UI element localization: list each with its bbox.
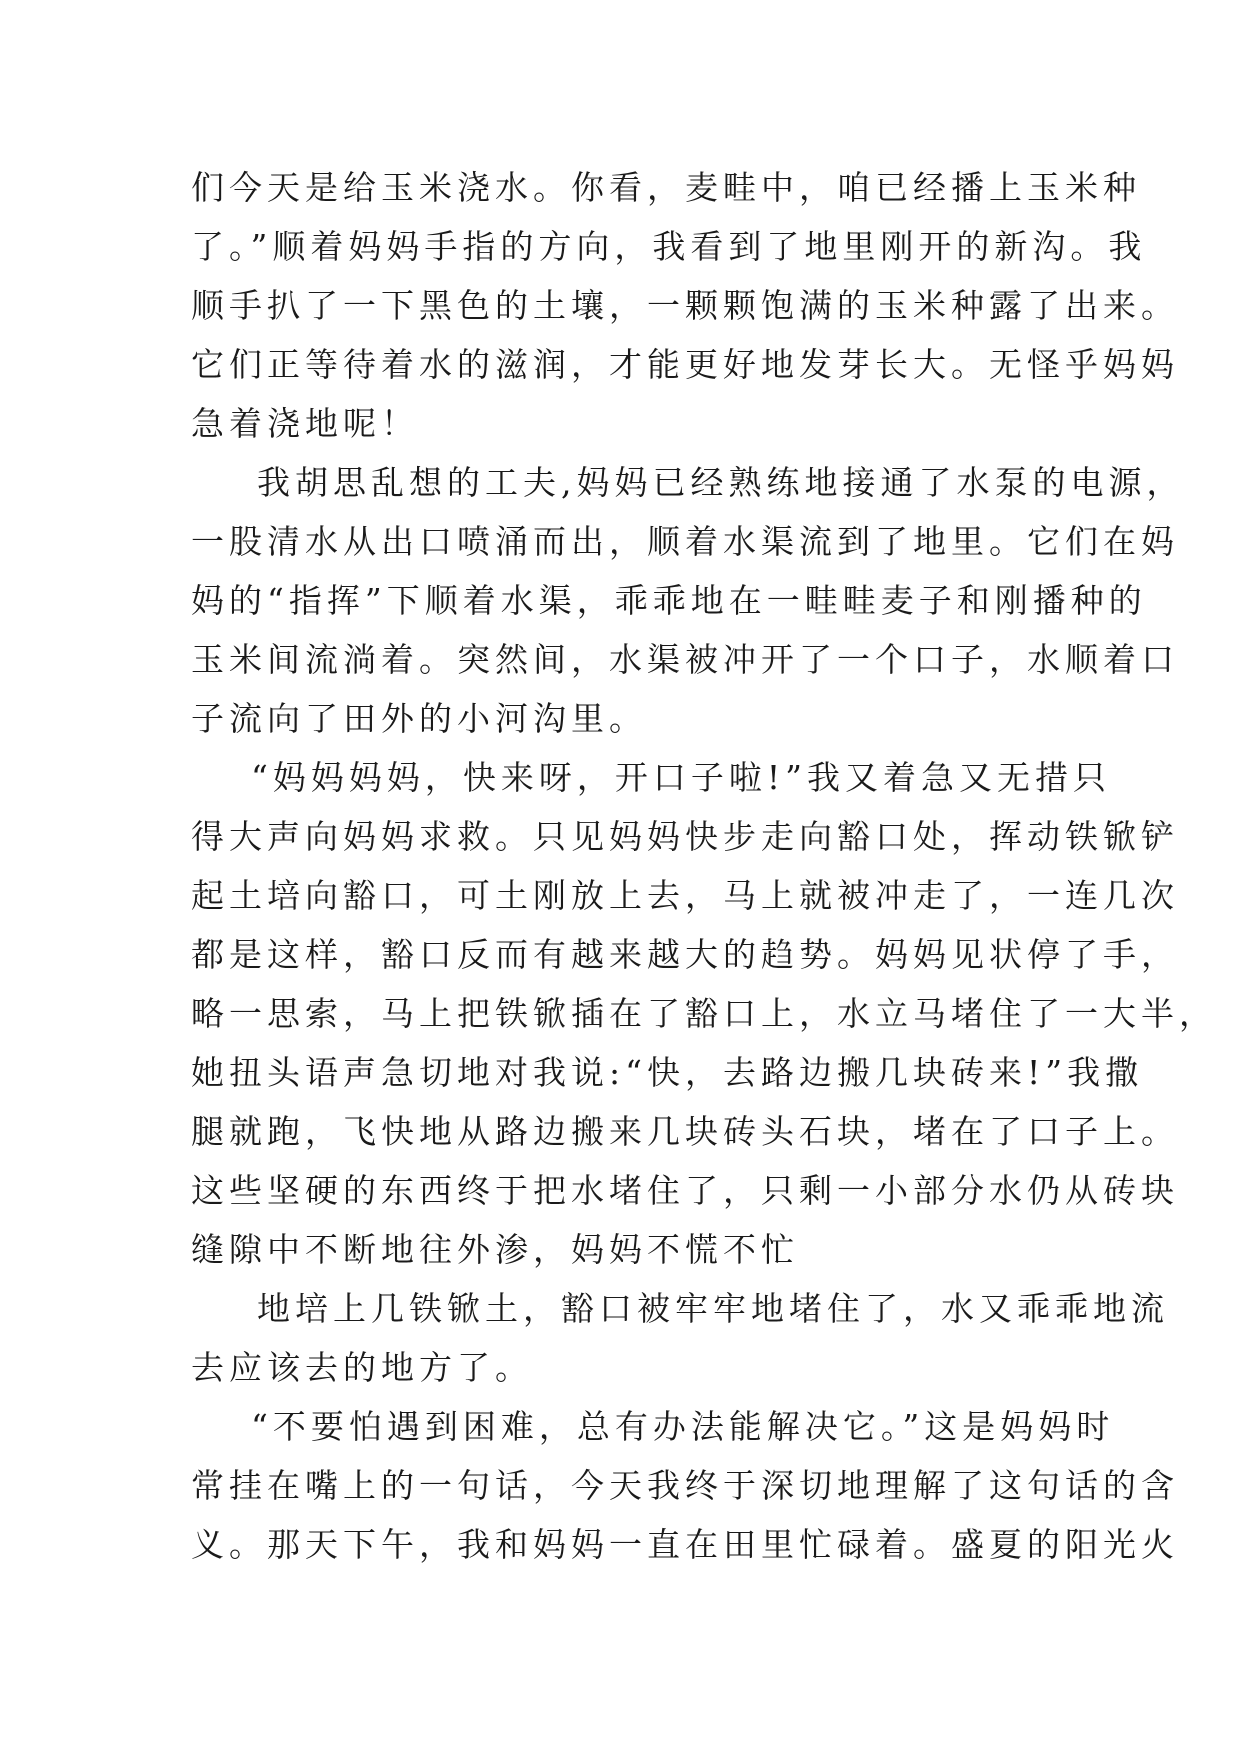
text-line: 了。”顺着妈妈手指的方向，我看到了地里刚开的新沟。我 [191,227,1147,266]
text-line: 去应该去的地方了。 [191,1348,533,1387]
text-line: 缝隙中不断地往外渗，妈妈不慌不忙 [191,1230,799,1269]
text-line: 子流向了田外的小河沟里。 [191,699,647,738]
text-line: 略一思索，马上把铁锨插在了豁口上，水立马堵住了一大半， [191,994,1217,1033]
body-text [191,158,1217,1574]
paragraph-start-line: “不要怕遇到困难，总有办法能解决它。”这是妈妈时 [251,1407,1115,1446]
text-line: 她扭头语声急切地对我说:“快，去路边搬几块砖来!”我撒 [191,1053,1144,1092]
text-line: 顺手扒了一下黑色的土壤，一颗颗饱满的玉米种露了出来。 [191,286,1179,325]
text-line: 们今天是给玉米浇水。你看，麦畦中，咱已经播上玉米种 [191,168,1141,207]
paragraph-start-line: “妈妈妈妈，快来呀，开口子啦!”我又着急又无措只 [251,758,1112,797]
text-line: 它们正等待着水的滋润，才能更好地发芽长大。无怪乎妈妈 [191,345,1179,384]
text-line: 这些坚硬的东西终于把水堵住了，只剩一小部分水仍从砖块 [191,1171,1179,1210]
text-line: 得大声向妈妈求救。只见妈妈快步走向豁口处，挥动铁锨铲 [191,817,1179,856]
text-line: 腿就跑，飞快地从路边搬来几块砖头石块，堵在了口子上。 [191,1112,1179,1151]
text-line: 玉米间流淌着。突然间，水渠被冲开了一个口子，水顺着口 [191,640,1179,679]
text-line: 急着浇地呢！ [191,404,419,443]
text-line: 义。那天下午，我和妈妈一直在田里忙碌着。盛夏的阳光火 [191,1525,1179,1564]
paragraph-start-line: 地培上几铁锨土，豁口被牢牢地堵住了，水又乖乖地流 [257,1289,1169,1328]
text-line: 常挂在嘴上的一句话，今天我终于深切地理解了这句话的含 [191,1466,1179,1505]
text-line: 一股清水从出口喷涌而出，顺着水渠流到了地里。它们在妈 [191,522,1179,561]
text-line: 都是这样，豁口反而有越来越大的趋势。妈妈见状停了手， [191,935,1179,974]
text-line: 妈的“指挥”下顺着水渠，乖乖地在一畦畦麦子和刚播种的 [191,581,1147,620]
paragraph-start-line: 我胡思乱想的工夫,妈妈已经熟练地接通了水泵的电源， [257,463,1185,502]
text-line: 起土培向豁口，可土刚放上去，马上就被冲走了，一连几次 [191,876,1179,915]
